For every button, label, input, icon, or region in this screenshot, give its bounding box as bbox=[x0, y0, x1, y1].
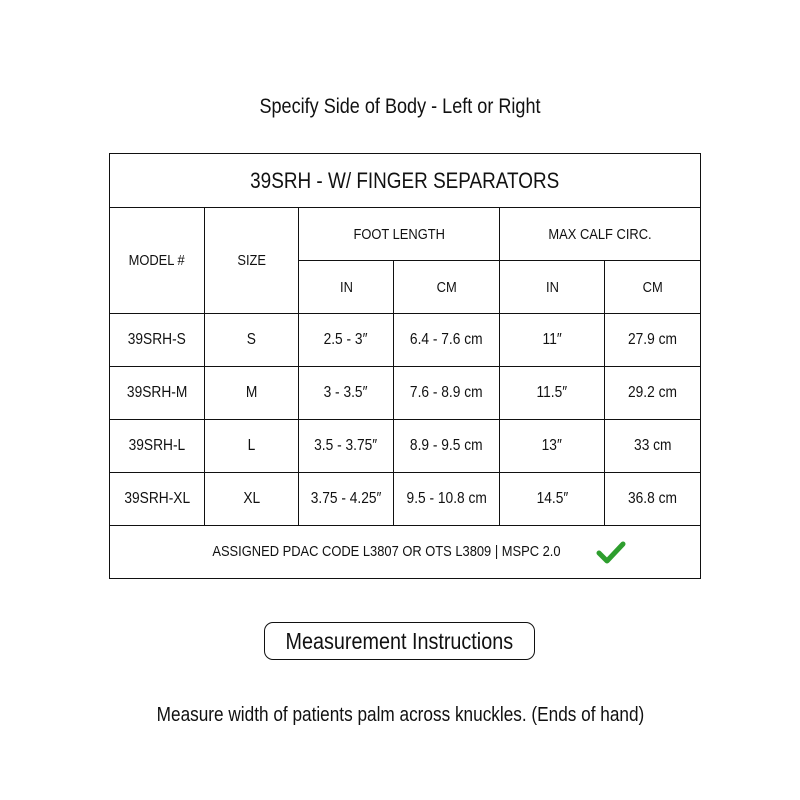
page-subtitle: Specify Side of Body - Left or Right bbox=[259, 95, 541, 118]
check-icon bbox=[596, 540, 626, 564]
cell-calf-cm: 29.2 cm bbox=[605, 367, 701, 420]
cell-size: L bbox=[205, 420, 299, 473]
cell-foot-cm: 6.4 - 7.6 cm bbox=[394, 314, 500, 367]
measurement-instructions-button[interactable] bbox=[264, 622, 535, 660]
cell-foot-in: 3 - 3.5″ bbox=[299, 367, 394, 420]
table-row bbox=[110, 473, 701, 526]
table-title-row bbox=[110, 154, 701, 208]
header-calf-in: IN bbox=[500, 261, 605, 314]
header-foot-cm: CM bbox=[394, 261, 500, 314]
measurement-instruction-text: Measure width of patients palm across knuckles. (Ends of hand) bbox=[156, 704, 644, 726]
header-size: SIZE bbox=[205, 208, 299, 314]
cell-foot-in: 3.5 - 3.75″ bbox=[299, 420, 394, 473]
cell-calf-in: 11.5″ bbox=[500, 367, 605, 420]
cell-size: M bbox=[205, 367, 299, 420]
cell-model: 39SRH-S bbox=[110, 314, 205, 367]
cell-calf-in: 13″ bbox=[500, 420, 605, 473]
table-footer-row bbox=[110, 526, 701, 579]
table-title: 39SRH - W/ FINGER SEPARATORS bbox=[110, 154, 701, 208]
header-foot-in: IN bbox=[299, 261, 394, 314]
header-foot-length: FOOT LENGTH bbox=[299, 208, 500, 261]
measurement-instructions-label: Measurement Instructions bbox=[285, 627, 514, 654]
table-row bbox=[110, 314, 701, 367]
cell-calf-in: 14.5″ bbox=[500, 473, 605, 526]
header-calf-cm: CM bbox=[605, 261, 701, 314]
cell-model: 39SRH-M bbox=[110, 367, 205, 420]
cell-foot-cm: 8.9 - 9.5 cm bbox=[394, 420, 500, 473]
cell-foot-in: 3.75 - 4.25″ bbox=[299, 473, 394, 526]
cell-model: 39SRH-XL bbox=[110, 473, 205, 526]
table-row bbox=[110, 367, 701, 420]
cell-calf-in: 11″ bbox=[500, 314, 605, 367]
cell-foot-in: 2.5 - 3″ bbox=[299, 314, 394, 367]
cell-size: XL bbox=[205, 473, 299, 526]
cell-calf-cm: 36.8 cm bbox=[605, 473, 701, 526]
cell-model: 39SRH-L bbox=[110, 420, 205, 473]
cell-foot-cm: 7.6 - 8.9 cm bbox=[394, 367, 500, 420]
size-chart-table bbox=[109, 153, 701, 579]
pdac-code-text: ASSIGNED PDAC CODE L3807 OR OTS L3809 | MSPC 2.0 bbox=[212, 542, 562, 560]
table-header-row bbox=[110, 208, 701, 261]
table-row bbox=[110, 420, 701, 473]
cell-calf-cm: 27.9 cm bbox=[605, 314, 701, 367]
header-max-calf: MAX CALF CIRC. bbox=[500, 208, 701, 261]
cell-size: S bbox=[205, 314, 299, 367]
cell-calf-cm: 33 cm bbox=[605, 420, 701, 473]
header-model: MODEL # bbox=[110, 208, 205, 314]
pdac-code-note bbox=[110, 526, 701, 579]
cell-foot-cm: 9.5 - 10.8 cm bbox=[394, 473, 500, 526]
